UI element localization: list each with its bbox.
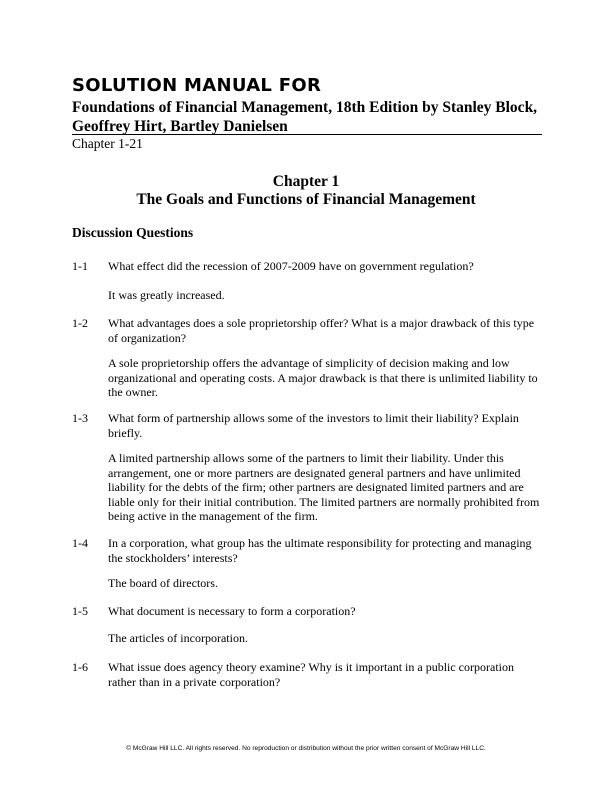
- copyright-footer: © McGraw Hill LLC. All rights reserved. No reproduction or distribution without the prior written consent of McGraw Hill LLC.: [126, 745, 486, 752]
- answer-text: A limited partnership allows some of the partners to limit their liability. Under this arrangement, one or more partners are designated general partners and have unlimited liability for the debts of the firm; other partners are designated limited partners and are liable only for their initial contribution. The limited partners are normally prohibited from being active in the management of the firm.: [108, 451, 540, 523]
- question-text: What advantages does a sole proprietorship offer? What is a major drawback of this type of organization?: [108, 316, 535, 345]
- question-number: 1-3: [72, 411, 88, 425]
- book-title: Foundations of Financial Management, 18th Edition by Stanley Block, Geoffrey Hirt, Bartley Danielsen: [72, 99, 538, 135]
- answer-text: The board of directors.: [108, 576, 218, 590]
- question-number: 1-2: [72, 316, 88, 330]
- chapter-number: Chapter 1: [272, 173, 340, 190]
- chapter-range: Chapter 1-21: [72, 136, 143, 151]
- answer-text: The articles of incorporation.: [108, 631, 248, 645]
- answer-text: It was greatly increased.: [108, 288, 225, 302]
- answer-text: A sole proprietorship offers the advantage of simplicity of decision making and low organizational and operating costs. A major drawback is that there is unlimited liability to the owner.: [108, 356, 538, 399]
- chapter-title: The Goals and Functions of Financial Management: [136, 191, 476, 208]
- header-divider: [72, 134, 542, 135]
- question-text: What form of partnership allows some of the investors to limit their liability? Explain briefly.: [108, 411, 519, 440]
- question-text: In a corporation, what group has the ultimate responsibility for protecting and managing the stockholders’ interests?: [108, 536, 532, 565]
- question-number: 1-6: [72, 660, 88, 674]
- solution-manual-title: SOLUTION MANUAL FOR: [72, 75, 322, 96]
- question-number: 1-1: [72, 259, 88, 273]
- question-text: What effect did the recession of 2007-2009 have on government regulation?: [108, 259, 474, 273]
- question-number: 1-5: [72, 604, 88, 618]
- question-number: 1-4: [72, 536, 88, 550]
- section-heading: Discussion Questions: [72, 225, 194, 240]
- question-text: What issue does agency theory examine? Why is it important in a public corporation rather than in a private corporation?: [108, 660, 514, 689]
- question-text: What document is necessary to form a corporation?: [108, 604, 356, 618]
